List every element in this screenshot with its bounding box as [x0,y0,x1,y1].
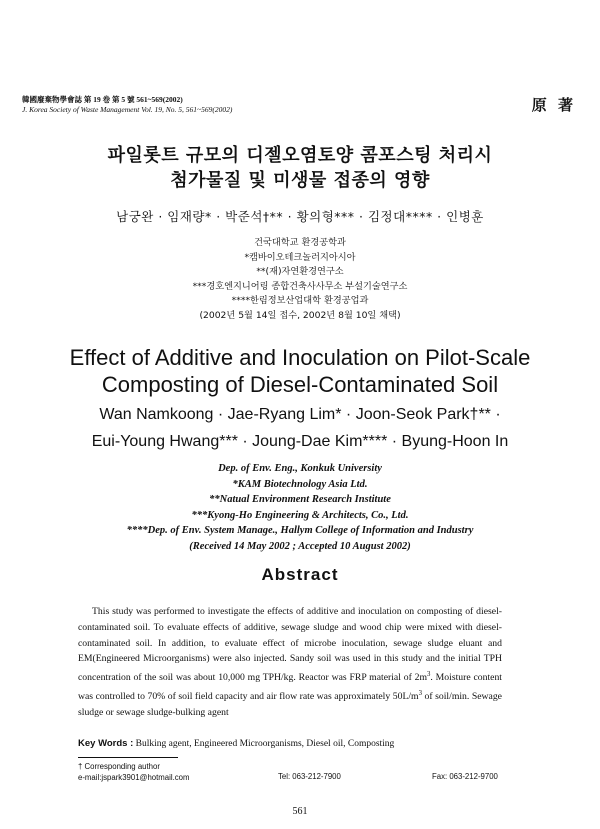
korean-received-date: (2002년 5월 14일 접수, 2002년 8월 10일 채택) [199,309,401,321]
english-affiliation: Dep. of Env. Eng., Konkuk University [218,463,382,474]
abstract-body [78,604,502,721]
korean-title-line2: 첨가물질 및 미생물 접종의 영향 [170,170,430,191]
superscript: 3 [418,690,422,698]
korean-authors: 남궁완 · 임재량* · 박준석†** · 황의형*** · 김정대**** · 인병훈 [116,209,484,224]
korean-affiliation: **(재)자연환경연구소 [256,266,344,278]
footnote-divider [78,757,178,758]
english-affiliation: **Natual Environment Research Institute [209,494,391,506]
english-received-date: (Received 14 May 2002 ; Accepted 10 August 2002) [189,540,411,552]
journal-header-english: J. Korea Society of Waste Management Vol. 19, No. 5, 561~569(2002) [22,105,233,114]
telephone: Tel: 063-212-7900 [278,772,341,781]
abstract-text: . Moisture content was controlled to 70% of soil field capacity and air flow rate was approximately 50L/m [78,672,502,703]
article-type-badge: 原 著 [531,96,576,114]
english-affiliation: ****Dep. of Env. System Manage., Hallym College of Information and Industry [126,525,474,537]
english-authors-line1: Wan Namkoong · Jae-Ryang Lim* · Joon-Seok Park†** · [99,406,501,423]
abstract-text: of soil/min. Sewage sludge or sewage sludge-bulking agent [78,691,502,719]
journal-header [22,95,232,115]
korean-title [0,143,600,193]
superscript: 3 [427,671,431,679]
english-title [0,344,600,398]
english-title-line2: Composting of Diesel-Contaminated Soil [101,372,499,397]
english-authors-line2: Eui-Young Hwang*** · Joung-Dae Kim**** · Byung-Hoon In [91,433,509,450]
english-affiliation: *KAM Biotechnology Asia Ltd. [232,478,368,490]
english-title-line1: Effect of Additive and Inoculation on Pilot-Scale [69,345,531,370]
fax: Fax: 063-212-9700 [432,772,498,781]
abstract-text: This study was performed to investigate the effects of additive and inoculation on composting of diesel-contaminated soil. To evaluate effects of additive, sewage sludge and wood chip were mixed with diesel-contaminated soil. In addition, to evaluate effect of microbe inoculation, sewage sludge eluant and EM(Engineered Microorganisms) were also injected. Sandy soil was used in this study and the initial TPH concentration of the soil was about 10,000 mg TPH/kg. Reactor was FRP material of 2m [78,606,502,684]
english-affiliations [0,461,600,555]
korean-affiliation: ***경호엔지니어링 종합건축사사무소 부설기술연구소 [192,280,408,292]
korean-affiliation: ****한림정보산업대학 환경공업과 [231,295,369,307]
korean-affiliations [0,236,600,324]
english-authors [0,401,600,455]
korean-affiliation: *캠바이오테크놀러지아시아 [244,251,356,263]
keywords-label: Key Words : [78,738,134,749]
keywords [78,738,394,749]
abstract-heading: Abstract [261,565,339,584]
korean-affiliation: 건국대학교 환경공학과 [254,237,346,248]
email-address: e-mail:jspark3901@hotmail.com [78,773,190,782]
corresponding-author-note: † Corresponding author [78,762,160,771]
page-number: 561 [292,806,308,817]
footnote [78,761,189,783]
korean-title-line1: 파일롯트 규모의 디젤오염토양 콤포스팅 처리시 [107,145,493,166]
english-affiliation: ***Kyong-Ho Engineering & Architects, Co., Ltd. [191,509,409,521]
keywords-text: Bulking agent, Engineered Microorganisms, Diesel oil, Composting [135,739,395,749]
journal-header-korean: 韓國廢棄物學會誌 第 19 卷 第 5 號 561~569(2002) [22,95,183,104]
